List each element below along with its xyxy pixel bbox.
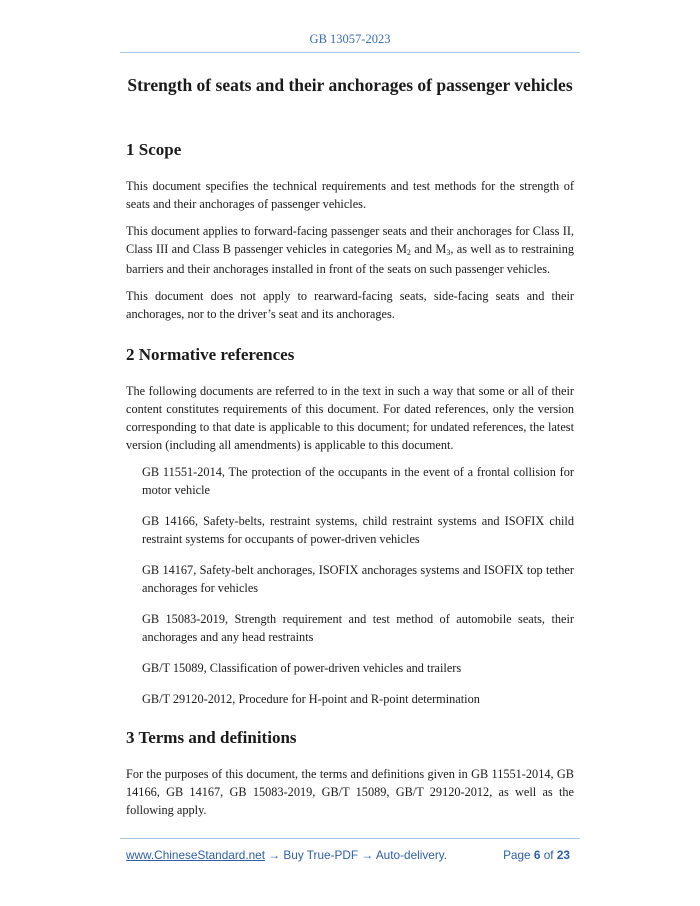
reference-item: GB/T 29120-2012, Procedure for H-point and R-point determination [142, 692, 480, 706]
reference-item: GB 15083-2019, Strength requirement and test method of automobile seats, their anchorages and any head restraints [142, 612, 574, 644]
page-of: of [543, 848, 554, 862]
reference-item: GB 14167, Safety-belt anchorages, ISOFIX anchorages systems and ISOFIX top tether anchorages for vehicles [142, 563, 574, 595]
scope-p2-text-c: , as well as to restraining barriers and their anchorages installed in front of the seats on such passenger vehicles. [126, 242, 574, 276]
page-footer [126, 848, 574, 862]
document-title: Strength of seats and their anchorages of passenger vehicles [127, 75, 573, 95]
header-divider [120, 52, 580, 53]
scope-paragraph-3: This document does not apply to rearward-facing seats, side-facing seats and their anchorages, nor to the driver’s seat and its anchorages. [126, 289, 574, 321]
page-indicator [503, 848, 570, 862]
scope-p2-text-a: This document applies to forward-facing passenger seats and their anchorages for Class II, Class III and Class B passenger vehicles in categories M [126, 224, 574, 256]
footer-promo-text: → Buy True-PDF → Auto-delivery. [265, 848, 448, 862]
normative-intro: The following documents are referred to in the text in such a way that some or all of their content constitutes requirements of this document. For dated references, only the version corresponding to that date is applicable to this document; for undated references, the latest version (including all amendments) is applicable to this document. [126, 384, 574, 452]
section-heading-terms-definitions: 3 Terms and definitions [126, 728, 297, 747]
page-label: Page [503, 848, 531, 862]
reference-item: GB/T 15089, Classification of power-driven vehicles and trailers [142, 661, 462, 675]
terms-paragraph-1: For the purposes of this document, the terms and definitions given in GB 11551-2014, GB 14166, GB 14167, GB 15083-2019, GB/T 15089, GB/T 29120-2012, as well as the following apply. [126, 767, 574, 817]
section-heading-scope: 1 Scope [126, 140, 182, 159]
reference-item: GB 11551-2014, The protection of the occupants in the event of a frontal collision for motor vehicle [142, 465, 574, 497]
page-current: 6 [533, 848, 541, 862]
document-code: GB 13057-2023 [309, 32, 391, 46]
website-link[interactable]: www.ChineseStandard.net [126, 848, 266, 862]
scope-p2-subscript-2: 3 [446, 248, 451, 257]
scope-paragraph-2 [126, 222, 574, 278]
scope-paragraph-1: This document specifies the technical requirements and test methods for the strength of seats and their anchorages of passenger vehicles. [126, 179, 574, 211]
scope-p2-subscript-1: 2 [406, 248, 411, 257]
document-body [126, 140, 574, 828]
page-total: 23 [556, 848, 570, 862]
section-heading-normative-references: 2 Normative references [126, 345, 295, 364]
reference-item: GB 14166, Safety-belts, restraint systems, child restraint systems and ISOFIX child restraint systems for occupants of power-driven vehicles [142, 514, 574, 546]
scope-p2-text-b: and M [410, 242, 447, 256]
footer-divider [120, 838, 580, 839]
